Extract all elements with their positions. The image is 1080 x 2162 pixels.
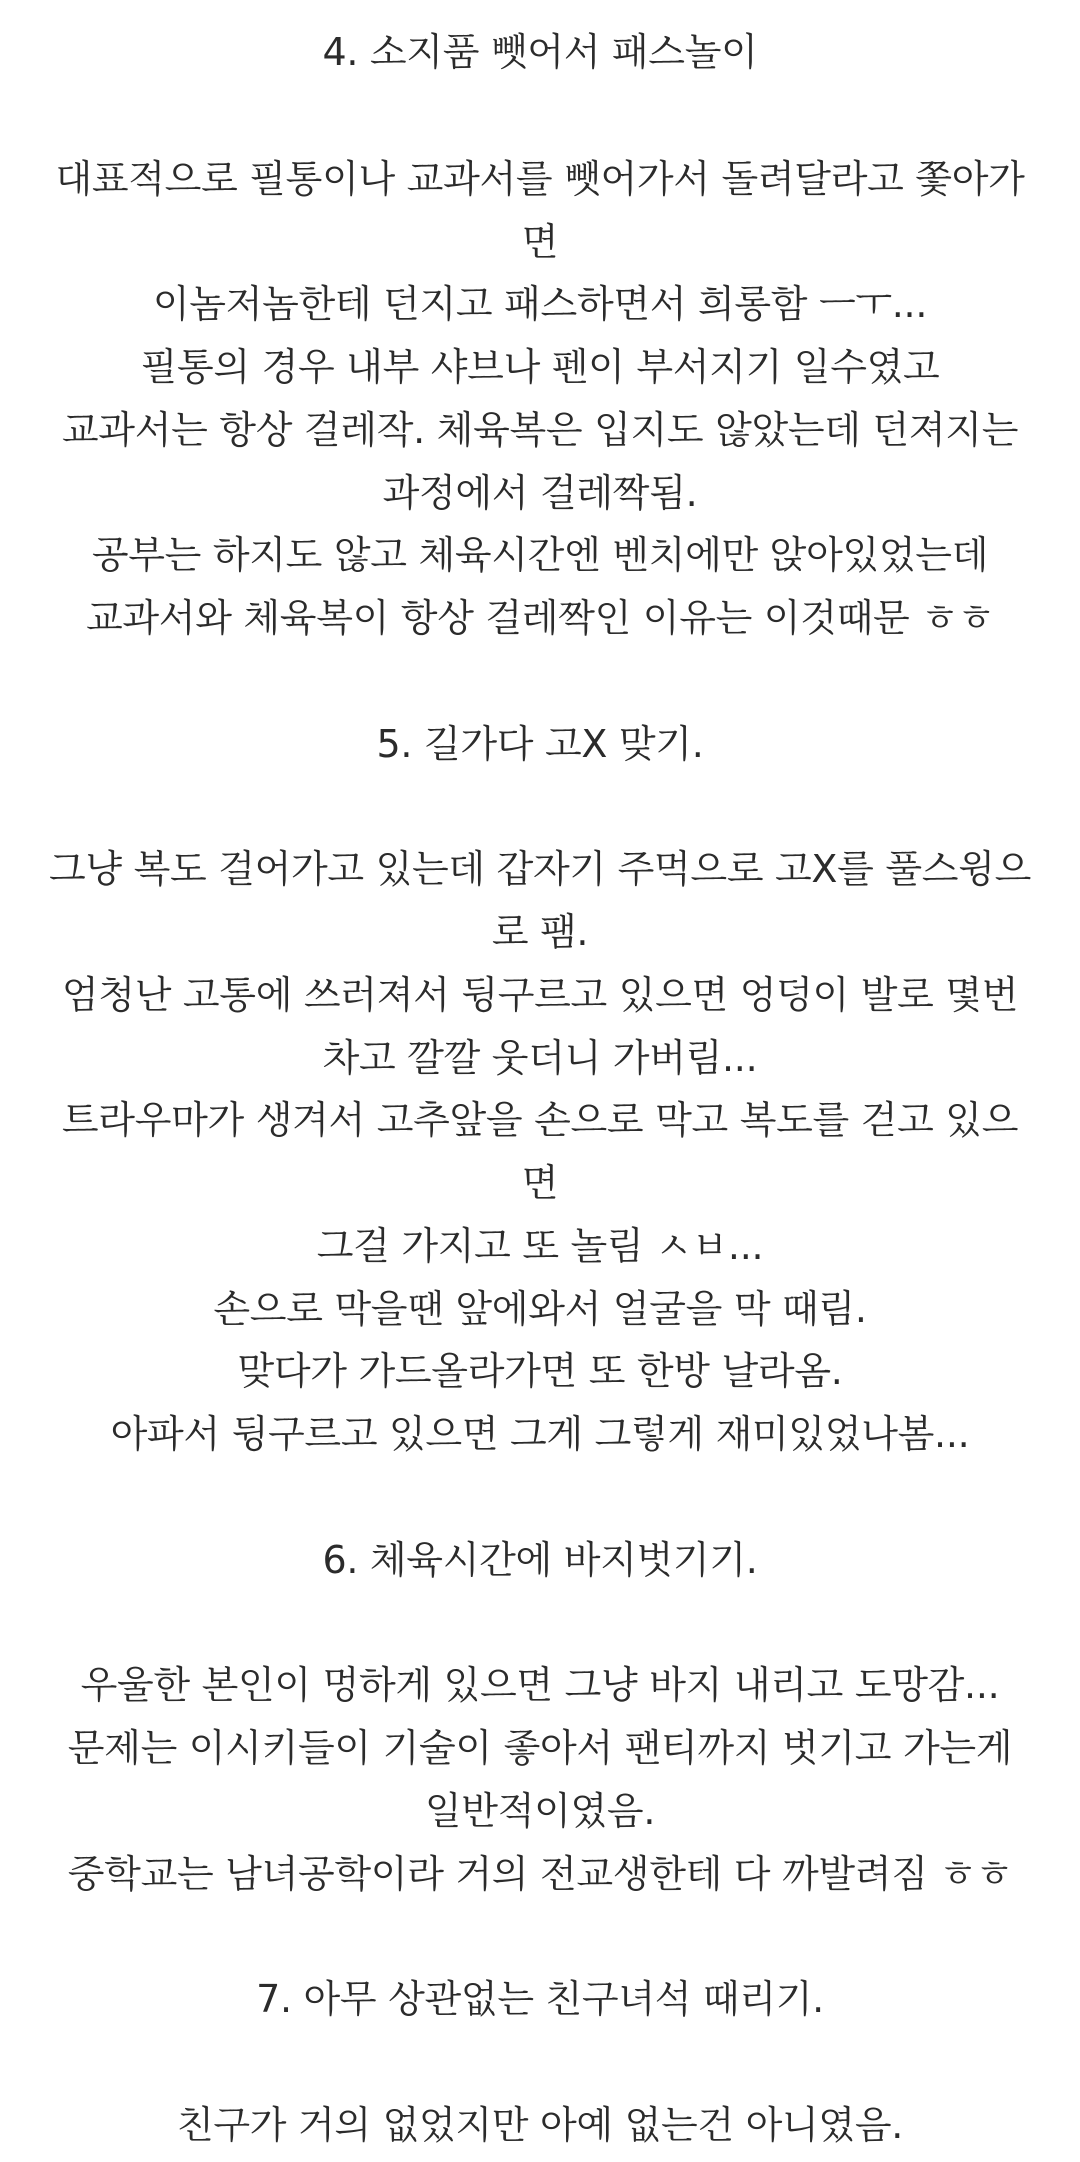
paragraph-line: 과정에서 걸레짝됨. (382, 471, 698, 515)
paragraph-line: 차고 깔깔 웃더니 가버림... (322, 1036, 758, 1080)
paragraph-line: 교과서와 체육복이 항상 걸레짝인 이유는 이것때문 ㅎㅎ (85, 596, 995, 640)
paragraph-line: 공부는 하지도 않고 체육시간엔 벤치에만 앉아있었는데 (91, 533, 989, 577)
paragraph-line: 필통의 경우 내부 샤브나 펜이 부서지기 일수였고 (140, 345, 940, 389)
paragraph-line: 그걸 가지고 또 놀림 ㅅㅂ... (316, 1224, 764, 1268)
paragraph-line: 면 (521, 1161, 559, 1205)
paragraph-line: 이놈저놈한테 던지고 패스하면서 희롱함 ㅡㅜ... (152, 282, 928, 326)
paragraph-line: 대표적으로 필통이나 교과서를 뺏어가서 돌려달라고 쫓아가 (55, 157, 1025, 201)
section-heading-6: 6. 체육시간에 바지벗기기. (322, 1538, 758, 1582)
paragraph-line: 엄청난 고통에 쓰러져서 뒹구르고 있으면 엉덩이 발로 몇번 (61, 973, 1019, 1017)
paragraph-line: 우울한 본인이 멍하게 있으면 그냥 바지 내리고 도망감... (80, 1663, 1000, 1707)
paragraph-line: 맞다가 가드올라가면 또 한방 날라옴. (237, 1349, 843, 1393)
paragraph-line: 일반적이였음. (424, 1789, 656, 1833)
section-heading-7: 7. 아무 상관없는 친구녀석 때리기. (256, 1977, 824, 2021)
paragraph-line: 문제는 이시키들이 기술이 좋아서 팬티까지 벗기고 가는게 (67, 1726, 1013, 1770)
section-heading-5: 5. 길가다 고X 맞기. (376, 722, 704, 766)
paragraph-line: 손으로 막을땐 앞에와서 얼굴을 막 때림. (213, 1287, 867, 1331)
paragraph-line: 교과서는 항상 걸레작. 체육복은 입지도 않았는데 던져지는 (61, 408, 1019, 452)
paragraph-line: 친구가 거의 없었지만 아예 없는건 아니였음. (176, 2103, 904, 2147)
paragraph-line: 트라우마가 생겨서 고추앞을 손으로 막고 복도를 걷고 있으 (61, 1098, 1019, 1142)
paragraph-line: 그냥 복도 걸어가고 있는데 갑자기 주먹으로 고X를 풀스윙으 (49, 847, 1031, 891)
paragraph-line: 중학교는 남녀공학이라 거의 전교생한테 다 까발려짐 ㅎㅎ (67, 1852, 1013, 1896)
section-heading-4: 4. 소지품 뺏어서 패스놀이 (322, 30, 758, 74)
paragraph-line: 아파서 뒹구르고 있으면 그게 그렇게 재미있었나봄... (110, 1412, 970, 1456)
paragraph-line: 면 (521, 220, 559, 264)
paragraph-line: 로 팸. (491, 910, 589, 954)
